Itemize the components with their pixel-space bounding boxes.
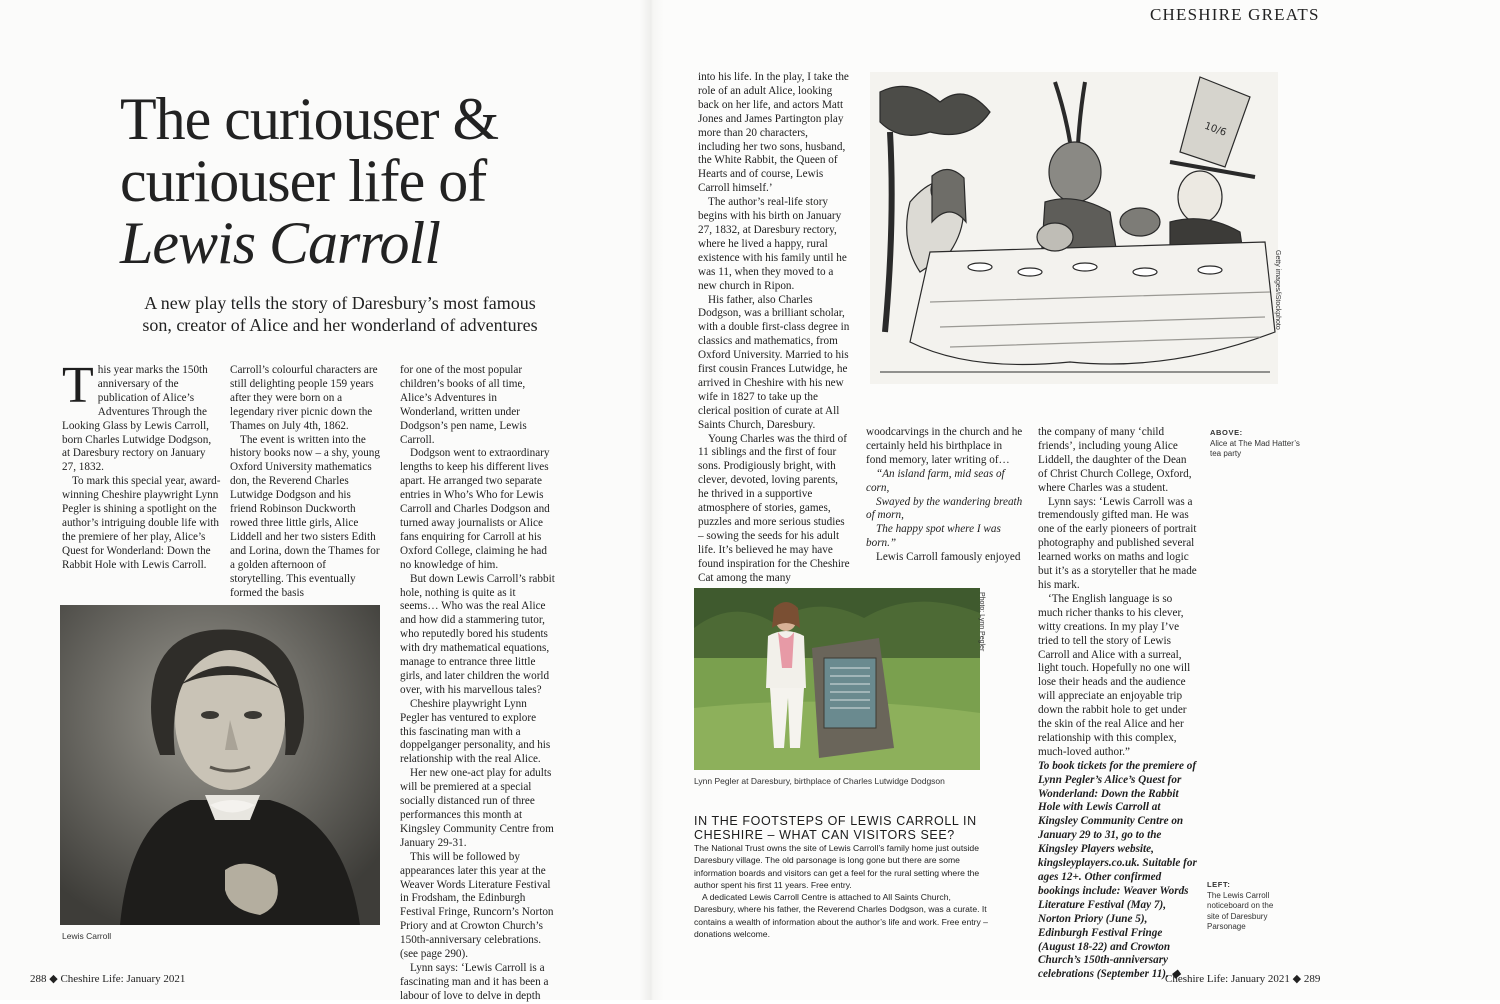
left-text: The Lewis Carroll noticeboard on the site of Daresbury Parsonage bbox=[1207, 890, 1274, 931]
tea-party-drawing bbox=[870, 72, 1278, 384]
article-title bbox=[120, 88, 560, 274]
portrait-caption: Lewis Carroll bbox=[62, 931, 112, 941]
verse-line: “An island farm, mid seas of corn, bbox=[866, 467, 1005, 494]
col4-paragraph: His father, also Charles Dodgson, was a brilliant scholar, with a double first-class degree in classics and mathematics, from Oxford University. Married to his first cousin Frances Lutwidge, he arrived in Cheshire with his new wife in 1827 to take up the clerical position of curate at All Saints Church, Daresbury. bbox=[698, 293, 850, 431]
col6-paragraph: the company of many ‘child friends’, including young Alice Liddell, the daughter of the Dean of Christ Church College, Oxford, where Charles was a student. bbox=[1038, 426, 1192, 494]
col3-paragraph: Dodgson went to extraordinary lengths to keep his different lives apart. He arranged two separate entries in Who’s Who for Lewis Carroll and Charles Dodgson and turned away journalists or Alice fans enquiring for Carroll at his Oxford College, claiming he had no knowledge of him. bbox=[400, 447, 550, 571]
verse-line: Swayed by the wandering breath of morn, bbox=[866, 495, 1023, 522]
svg-text:10/6: 10/6 bbox=[1202, 120, 1228, 139]
col3-paragraph: for one of the most popular children’s books of all time, Alice’s Adventures in Wonderland, written under Dodgson’s pen name, Lewis Carroll. bbox=[400, 364, 527, 446]
body-column-5 bbox=[866, 426, 1024, 565]
col3-paragraph: Cheshire playwright Lynn Pegler has ventured to explore this fascinating man with a doppelganger personality, and his relationship with the real Alice. bbox=[400, 697, 551, 766]
body-column-3 bbox=[400, 364, 555, 1004]
box-paragraph: The National Trust owns the site of Lewis Carroll’s family home just outside Daresbury village. The old parsonage is long gone but there are some information boards and visitors can get a feel for the rural setting where the author spent his first 11 years. Free entry. bbox=[694, 843, 980, 890]
body-column-1 bbox=[62, 357, 222, 573]
col3-paragraph: But down Lewis Carroll’s rabbit hole, nothing is quite as it seems… Who was the real Alice and how did a stammering tutor, who reputedly bored his students with dry mathematical equations, manage to entrance three little girls, and later children the world over, with his marvellous tales? bbox=[400, 572, 555, 696]
col2-paragraph: The event is written into the history books now – a shy, young Oxford University mathematics don, the Reverend Charles Lutwidge Dodgson and his friend Robinson Duckworth rowed three little girls, Alice Liddell and her two sisters Edith and Lorina, down the Thames for a golden afternoon of storytelling. This eventually formed the basis bbox=[230, 433, 380, 599]
verse-line: The happy spot where I was born.” bbox=[866, 523, 1001, 550]
pegler-caption: Lynn Pegler at Daresbury, birthplace of Charles Lutwidge Dodgson bbox=[694, 776, 945, 786]
body-column-4 bbox=[698, 71, 850, 586]
page-gutter bbox=[640, 0, 664, 1000]
title-line-2: curiouser life of bbox=[120, 148, 487, 214]
col4-paragraph: into his life. In the play, I take the role of an adult Alice, looking back on her life, and actors Matt Jones and James Partington play more than 20 characters, including her two sons, husband, the White Rabbit, the Queen of Hearts and of course, Lewis Carroll himself.’ bbox=[698, 71, 849, 195]
booking-info: To book tickets for the premiere of Lynn Pegler’s Alice’s Quest for Wonderland: Down the Rabbit Hole with Lewis Carroll at Kingsley Community Centre on January 29 to 31, go to the Kingsley Players website, kingsleyplayers.co.uk. Suitable for ages 12+. Other confirmed bookings include: Weaver Words Literature Festival (May 7), Norton Priory (June 5), Edinburgh Festival Fringe (August 18-22) and Crowton Church’s 150th-anniversary celebrations (September 11). ◆ bbox=[1038, 759, 1197, 981]
title-line-1: The curiouser & bbox=[120, 86, 499, 152]
above-caption bbox=[1210, 428, 1300, 460]
mad-hatter-illustration bbox=[870, 72, 1278, 384]
col1-paragraph: To mark this special year, award-winning Cheshire playwright Lynn Pegler is shining a spotlight on the author’s intriguing double life with the premiere of her play, Alice’s Quest for Wonderland: Down the Rabbit Hole with Lewis Carroll. bbox=[62, 475, 221, 571]
pegler-photo-credit: Photo: Lynn Pegler bbox=[978, 592, 985, 652]
col3-paragraph: Her new one-act play for adults will be premiered at a special socially distanced run of three performances this month at Kingsley Community Centre from January 29-31. bbox=[400, 767, 554, 849]
col1-paragraph: his year marks the 150th anniversary of the publication of Alice’s Adventures Through the Looking Glass by Lewis Carroll, born Charles Lutwidge Dodgson, at Daresbury rectory on January 27, 1832. bbox=[62, 364, 212, 474]
col5-paragraph: Lewis Carroll famously enjoyed bbox=[876, 551, 1021, 564]
body-column-2 bbox=[230, 364, 380, 600]
box-body bbox=[694, 842, 994, 940]
box-heading: IN THE FOOTSTEPS OF LEWIS CARROLL IN CHESHIRE – WHAT CAN VISITORS SEE? bbox=[694, 814, 977, 842]
body-column-6 bbox=[1038, 426, 1198, 982]
left-caption bbox=[1207, 880, 1277, 933]
col4-paragraph: Young Charles was the third of 11 siblings and the first of four sons. Prodigiously bright, with clever, devoted, loving parents, he thrived in a supportive atmosphere of stories, games, puzzles and more serious studies – sowing the seeds for his adult life. It’s believed he may have found inspiration for the Cheshire Cat among the many bbox=[698, 432, 850, 584]
col3-paragraph: This will be followed by appearances later this year at the Weaver Words Literature Festival in Frodsham, the Edinburgh Festival Fringe, Runcorn’s Norton Priory and at Crowton Church’s 150th-anniversary celebrations. (see page 290). bbox=[400, 850, 554, 961]
section-tag: CHESHIRE GREATS bbox=[1150, 5, 1320, 24]
col6-paragraph: Lynn says: ‘Lewis Carroll was a tremendously gifted man. He was one of the early pioneers of portrait photography and published several learned works on maths and logic but it’s as a storyteller that he made his mark. bbox=[1038, 495, 1197, 591]
portrait-illustration bbox=[60, 605, 380, 925]
lewis-carroll-portrait bbox=[60, 605, 380, 925]
lynn-pegler-photo bbox=[694, 588, 980, 770]
left-label: LEFT: bbox=[1207, 880, 1231, 889]
col3-paragraph: Lynn says: ‘Lewis Carroll is a fascinating man and it has been a labour of love to delve in depth bbox=[400, 961, 549, 1002]
col2-paragraph: Carroll’s colourful characters are still delighting people 159 years after they were born on a legendary river picnic down the Thames on July 4th, 1862. bbox=[230, 364, 378, 432]
title-line-3: Lewis Carroll bbox=[120, 210, 440, 276]
above-label: ABOVE: bbox=[1210, 428, 1243, 437]
standfirst: A new play tells the story of Daresbury’s most famous son, creator of Alice and her wonderland of adventures bbox=[142, 293, 538, 335]
above-text: Alice at The Mad Hatter’s tea party bbox=[1210, 438, 1300, 458]
illustration-credit: Getty images/iStockphoto bbox=[1274, 250, 1281, 330]
pegler-photo-scene bbox=[694, 588, 980, 770]
col6-paragraph: ‘The English language is so much richer thanks to his clever, witty creations. In my play I’ve tried to tell the story of Lewis Carroll and Alice with a surreal, light touch. Hopefully no one will lose their heads and the audience will appreciate an enjoyable trip down the rabbit hole to get under the skin of the real Alice and her relationship with this complex, much-loved author.” bbox=[1038, 592, 1191, 758]
col5-paragraph: woodcarvings in the church and he certainly held his birthplace in fond memory, later writing of… bbox=[866, 426, 1023, 466]
left-folio: 288 ◆ Cheshire Life: January 2021 bbox=[30, 973, 186, 985]
right-folio: Cheshire Life: January 2021 ◆ 289 bbox=[1165, 973, 1321, 985]
col4-paragraph: The author’s real-life story begins with his birth on January 27, 1832, at Daresbury rectory, where he lived a happy, rural existence with his family until he was 11, when they moved to a new church in Ripon. bbox=[698, 196, 847, 292]
box-paragraph: A dedicated Lewis Carroll Centre is attached to All Saints Church, Daresbury, where his father, the Reverend Charles Dodgson, was a curate. It contains a wealth of information about the author’s life and work. Free entry – donations welcome. bbox=[694, 892, 988, 940]
drop-cap: T bbox=[62, 357, 94, 414]
